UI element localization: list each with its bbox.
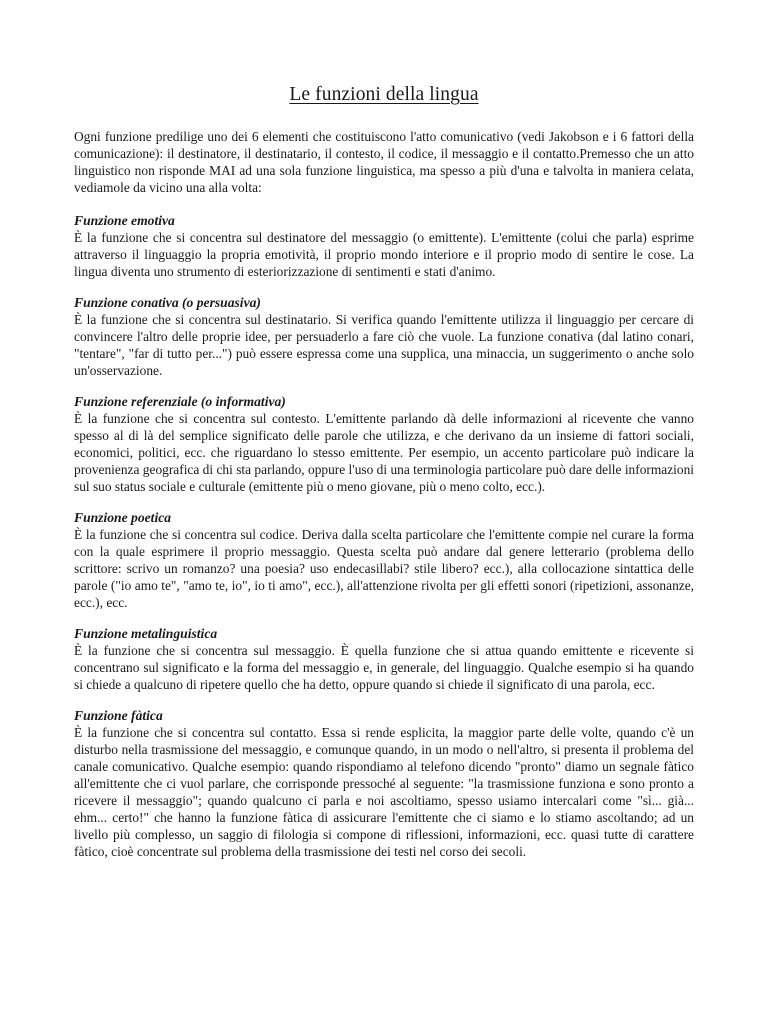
section-heading: Funzione fàtica <box>74 708 163 723</box>
section-heading: Funzione poetica <box>74 510 172 525</box>
section-text: È la funzione che si concentra sul contesto. L'emittente parlando dà delle informazioni al ricevente che vanno spesso al di là del semplice significato delle parole che utilizza, e che derivano da un insieme di fattori sociali, economici, politici, ecc. che riguardano lo stesso emittente. Per esempio, un accento particolare può indicare la provenienza geografica di chi sta parlando, oppure l'uso di una terminologia particolare può dare delle informazioni sul suo status sociale e culturale (emittente più o meno giovane, più o meno colto, ecc.). <box>74 411 694 494</box>
intro-paragraph: Ogni funzione predilige uno dei 6 elementi che costituiscono l'atto comunicativo (vedi Jakobson e i 6 fattori della comunicazione): il destinatore, il destinatario, il contesto, il codice, il messaggio e il contatto.Premesso che un atto linguistico non risponde MAI ad una sola funzione linguistica, ma spesso a più d'una e talvolta in maniera celata, vediamole da vicino una alla volta: <box>74 129 694 195</box>
section-heading: Funzione emotiva <box>74 213 175 228</box>
section-conativa <box>74 294 694 379</box>
section-heading: Funzione referenziale (o informativa) <box>74 394 286 409</box>
document-page <box>74 84 694 874</box>
section-referenziale <box>74 393 694 495</box>
section-poetica <box>74 509 694 611</box>
section-metalinguistica <box>74 625 694 693</box>
section-text: È la funzione che si concentra sul destinatore del messaggio (o emittente). L'emittente (colui che parla) esprime attraverso il linguaggio la propria emotività, il proprio mondo interiore e il proprio modo di sentire le cose. La lingua diventa uno strumento di esteriorizzazione di sentimenti e stati d'animo. <box>74 230 694 279</box>
document-title: Le funzioni della lingua <box>289 84 479 105</box>
section-text: È la funzione che si concentra sul messaggio. È quella funzione che si attua quando emittente e ricevente si concentrano sul significato e la forma del messaggio e, in generale, del linguaggio. Qualche esempio si ha quando si chiede a qualcuno di ripetere quello che ha detto, oppure quando si chiede il significato di una parola, ecc. <box>74 643 694 692</box>
section-text: È la funzione che si concentra sul codice. Deriva dalla scelta particolare che l'emittente compie nel curare la forma con la quale esprimere il proprio messaggio. Questa scelta può andare dal genere letterario (problema dello scrittore: scrivo un romanzo? una poesia? uso endecasillabi? stile libero? ecc.), alla collocazione sintattica delle parole ("io amo te", "amo te, io", io ti amo", ecc.), all'attenzione rivolta per gli effetti sonori (ripetizioni, assonanze, ecc.), ecc. <box>74 527 694 610</box>
section-text: È la funzione che si concentra sul contatto. Essa si rende esplicita, la maggior parte delle volte, quando c'è un disturbo nella trasmissione del messaggio, e comunque quando, in un modo o nell'altro, si presenta il problema del canale comunicativo. Qualche esempio: quando rispondiamo al telefono dicendo "pronto" diamo un segnale fàtico all'emittente che ci vuol parlare, che corrisponde pressoché al seguente: "la trasmissione funziona e sono pronto a ricevere il messaggio"; quando qualcuno ci parla e noi ascoltiamo, spesso usiamo intercalari come "sì... già... ehm... certo!" che hanno la funzione fàtica di assicurare l'emittente che ci siamo e lo stiamo ascoltando; ad un livello più complesso, un saggio di filologia si compone di riflessioni, informazioni, ecc. quasi tutte di carattere fàtico, cioè concentrate sul problema della trasmissione dei testi nel corso dei secoli. <box>74 725 694 859</box>
section-heading: Funzione metalinguistica <box>74 626 218 641</box>
section-text: È la funzione che si concentra sul destinatario. Si verifica quando l'emittente utilizza il linguaggio per cercare di convincere l'altro delle proprie idee, per persuaderlo a fare ciò che vuole. La funzione conativa (dal latino conari, "tentare", "far di tutto per...") può essere espressa come una supplica, una minaccia, un suggerimento o anche solo un'osservazione. <box>74 312 694 378</box>
section-fatica <box>74 707 694 860</box>
section-heading: Funzione conativa (o persuasiva) <box>74 295 261 310</box>
section-emotiva <box>74 212 694 280</box>
